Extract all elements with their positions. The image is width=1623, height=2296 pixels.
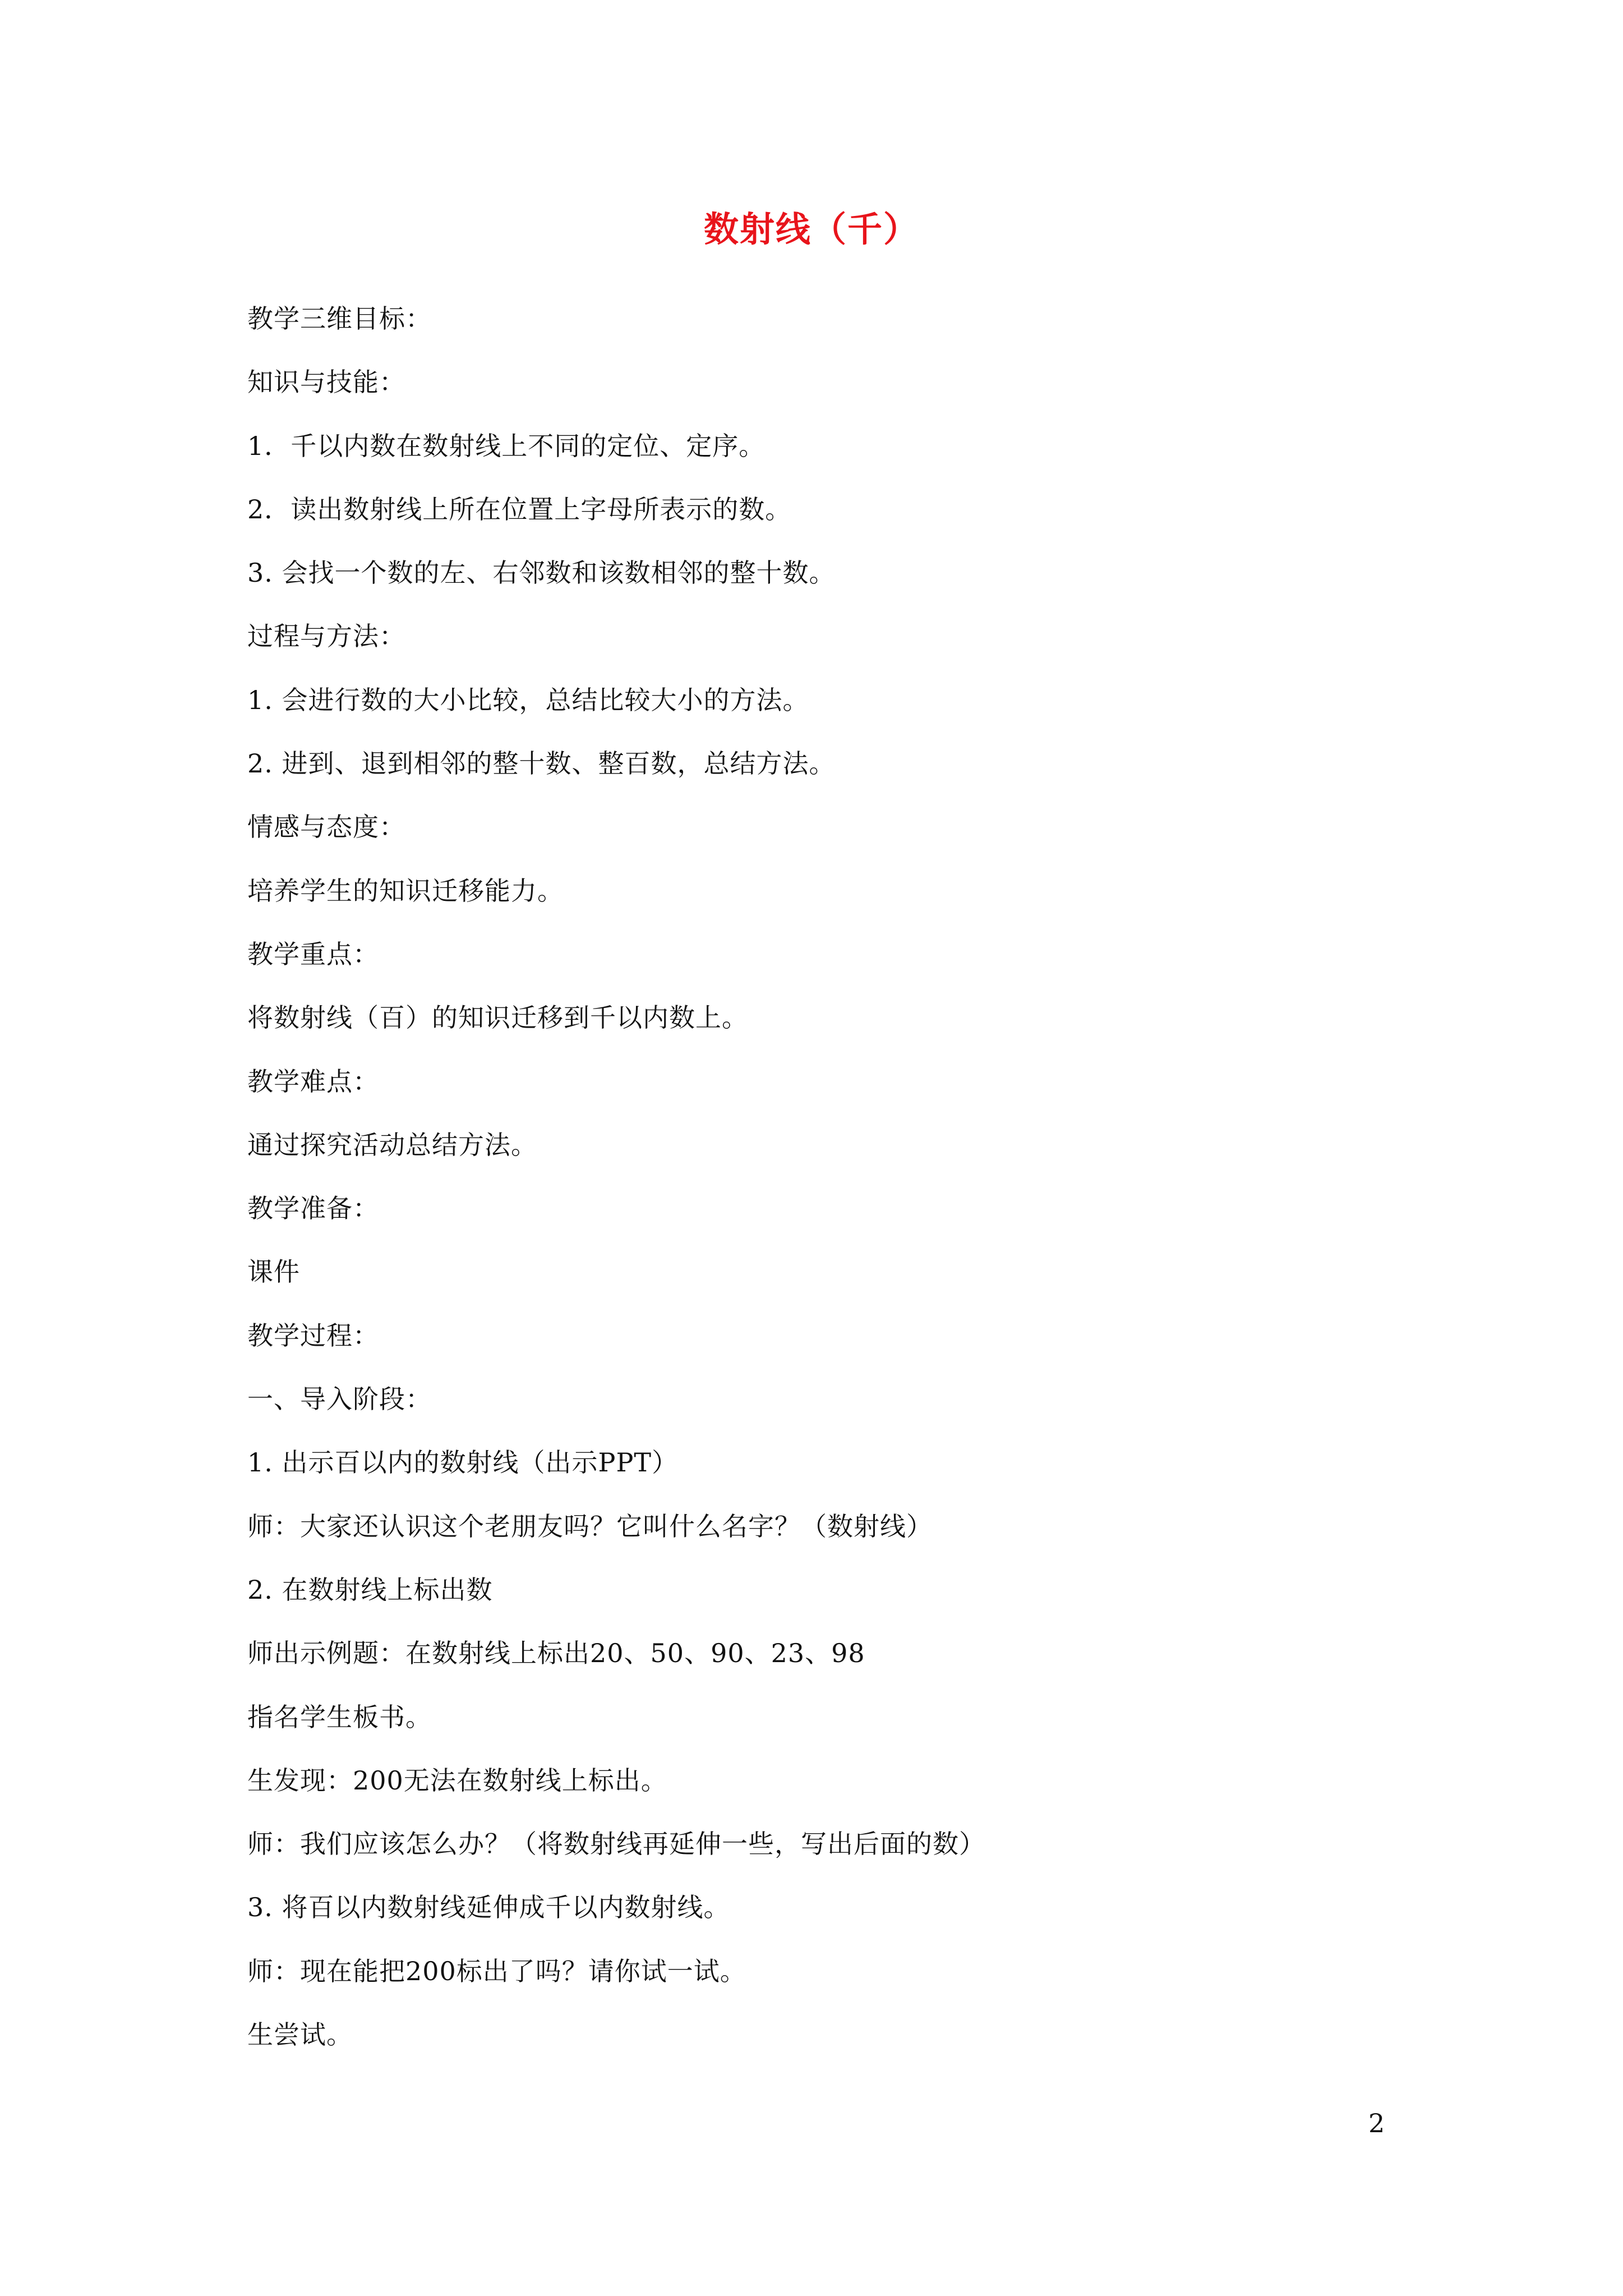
teacher-question-2: 师：我们应该怎么办？（将数射线再延伸一些，写出后面的数） [247, 1829, 985, 1860]
heading-key-point: 教学重点： [247, 938, 379, 969]
knowledge-item-2: 2．读出数射线上所在位置上字母所表示的数。 [247, 494, 792, 524]
emotion-text: 培养学生的知识迁移能力。 [247, 875, 564, 906]
knowledge-item-1: 1．千以内数在数射线上不同的定位、定序。 [247, 430, 766, 461]
intro-step-3: 3. 将百以内数射线延伸成千以内数射线。 [247, 1892, 730, 1923]
preparation-text: 课件 [247, 1257, 300, 1287]
heading-knowledge-skills: 知识与技能： [247, 367, 405, 398]
student-finding: 生发现：200无法在数射线上标出。 [247, 1765, 667, 1796]
heading-introduction: 一、导入阶段： [247, 1384, 432, 1415]
intro-step-1: 1. 出示百以内的数射线（出示PPT） [247, 1447, 679, 1478]
heading-difficulty: 教学难点： [247, 1066, 379, 1097]
heading-emotion-attitude: 情感与态度： [247, 812, 405, 843]
heading-teaching-process: 教学过程： [247, 1320, 379, 1351]
student-attempt: 生尝试。 [247, 2019, 353, 2050]
heading-objectives: 教学三维目标： [247, 303, 432, 334]
heading-preparation: 教学准备： [247, 1193, 379, 1224]
heading-process-method: 过程与方法： [247, 621, 405, 652]
teacher-example: 师出示例题：在数射线上标出20、50、90、23、98 [247, 1638, 865, 1669]
process-item-2: 2. 进到、退到相邻的整十数、整百数，总结方法。 [247, 748, 836, 779]
knowledge-item-3: 3. 会找一个数的左、右邻数和该数相邻的整十数。 [247, 558, 836, 588]
page-number: 2 [1368, 2108, 1385, 2138]
teacher-question-1: 师：大家还认识这个老朋友吗？它叫什么名字？（数射线） [247, 1511, 933, 1542]
board-instruction: 指名学生板书。 [247, 1701, 432, 1732]
key-point-text: 将数射线（百）的知识迁移到千以内数上。 [247, 1002, 748, 1033]
intro-step-2: 2. 在数射线上标出数 [247, 1574, 493, 1605]
teacher-question-3: 师：现在能把200标出了吗？请你试一试。 [247, 1955, 746, 1986]
process-item-1: 1. 会进行数的大小比较，总结比较大小的方法。 [247, 684, 809, 715]
difficulty-text: 通过探究活动总结方法。 [247, 1129, 537, 1160]
document-body [247, 303, 1425, 2083]
document-title: 数射线（千） [703, 209, 919, 250]
